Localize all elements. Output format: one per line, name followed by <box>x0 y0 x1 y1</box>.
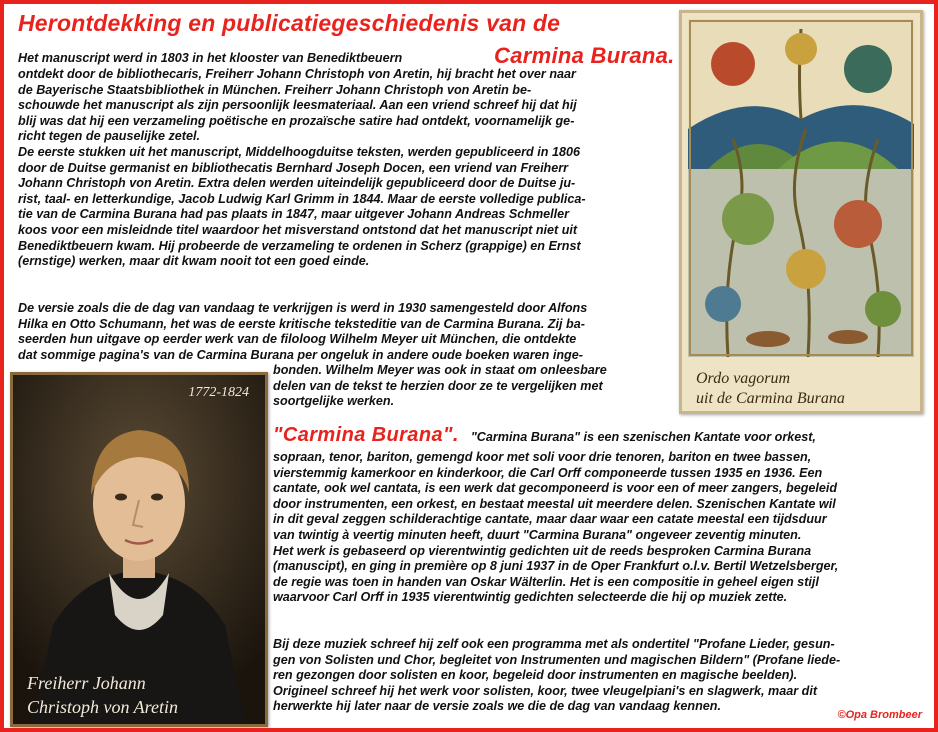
paragraph-cantata: sopraan, tenor, bariton, gemengd koor met soli voor drie tenoren, bariton en twee bassen, vierstemmig kamerkoor en kinderkoor, die Carl Orff componeerde tussen 1935 en 1936. Een cantate, ook wel cantata, is een werk dat gecomponeerd is voor een of meer zangers, begeleid door instrumenten, een orkest, en bestaat meestal uit meerdere delen. Szenischen Kantate wil in dit geval zeggen schilderachtige cantate, maar daar waar een catate meestal een tijdsduur van twintig à veertig minuten heeft, duurt "Carmina Burana" ongeveer zeventig minuten. Het werk is gebaseerd op vierentwintig gedichten uit de reeds besproken Carmina Burana (manuscipt), en ging in première op 8 juni 1937 in de Oper Frankfurt o.l.v. Bertil Wetzelsberger, de regie was toen in handen van Oskar Wälterlin. Het is een compositie in geheel eigen stijl waarvoor Carl Orff in 1935 vierentwintig gedichten selecteerde die hij op muziek zette. <box>273 450 839 605</box>
portrait-name: Freiherr Johann Christoph von Aretin <box>27 673 179 717</box>
paragraph-discovery: ontdekt door de bibliothecaris, Freiherr Johann Christoph von Aretin, hij bracht het over naar de Bayerische Staatsbibliothek in München. Freiherr Johann Christoph von Aretin be- schouwde het manuscript als zijn persoonlijk leesmateriaal. Aan een vriend schreef hij dat hij blij was dat hij een verzameling poëtische en prozaïsche satire had ontdekt, voornamelijk ge- richt tegen de pauselijke zetel. De eerste stukken uit het manuscript, Middelhoogduitse teksten, werden gepubliceerd in 1806 door de Duitse germanist en bibliothecatis Bernhard Joseph Docen, een vriend van Freiherr Johann Christoph von Aretin. Extra delen werden uiteindelijk gepubliceerd door de Duitse ju- rist, taal- en letterkundige, Jacob Ludwig Karl Grimm in 1844. Maar de eerste volledige publica- tie van de Carmina Burana had pas plaats in 1847, maar uitgever Johann Andreas Schmeller koos voor een misleidnde titel waardoor het misverstand ontstond dat het manuscript niet uit Benediktbeuern kwam. Hij probeerde de verzameling te ordenen in Scherz (grappige) en Ernst (ernstige) werken, maar dit kwam nooit tot een goed einde. <box>18 67 586 269</box>
manuscript-illustration <box>688 19 914 357</box>
manuscript-caption: Ordo vagorum uit de Carmina Burana <box>696 370 845 407</box>
paragraph-edition-cont: bonden. Wilhelm Meyer was ook in staat om onleesbare delen van de tekst te herzien door ze te vergelijken met soortgelijke werken. <box>273 363 607 409</box>
cantata-heading: "Carmina Burana". <box>273 424 459 446</box>
portrait-image <box>10 372 268 727</box>
portrait-years: 1772-1824 <box>188 385 249 400</box>
cantata-intro-text: "Carmina Burana" is een szenischen Kantate voor orkest, <box>470 430 816 444</box>
paragraph-program: Bij deze muziek schreef hij zelf ook een programma met als ondertitel "Profane Lieder, gesun- gen von Solisten und Chor, begleitet von Instrumenten und magischen Bildern" (Profane liede- ren gezongen door solisten en koor, begeleid door instrumenten en magische beelden). Origineel schreef hij het werk voor solisten, koor, twee vleugelpiani's en slagwerk, maar dit herwerkte hij later naar de versie zoals we die de dag van vandaag kennen. <box>273 637 841 714</box>
page-title: Herontdekking en publicatiegeschiedenis van de <box>18 10 561 36</box>
paragraph-discovery-intro: Het manuscript werd in 1803 in het klooster van Benediktbeuern <box>18 51 403 65</box>
manuscript-image <box>679 10 923 414</box>
paragraph-cantata-intro <box>273 424 923 446</box>
page-subtitle: Carmina Burana. <box>494 43 675 68</box>
paragraph-edition: De versie zoals die de dag van vandaag te verkrijgen is werd in 1930 samengesteld door Alfons Hilka en Otto Schumann, het was de eerste kritische teksteditie van de Carmina Burana. Zij ba- seerden hun uitgave op eerder werk van de filoloog Wilhelm Meyer uit München, die ontdekte dat sommige pagina's van de Carmina Burana per ongeluk in andere oude boeken waren inge- <box>18 301 588 362</box>
credit: ©Opa Brombeer <box>837 709 922 721</box>
